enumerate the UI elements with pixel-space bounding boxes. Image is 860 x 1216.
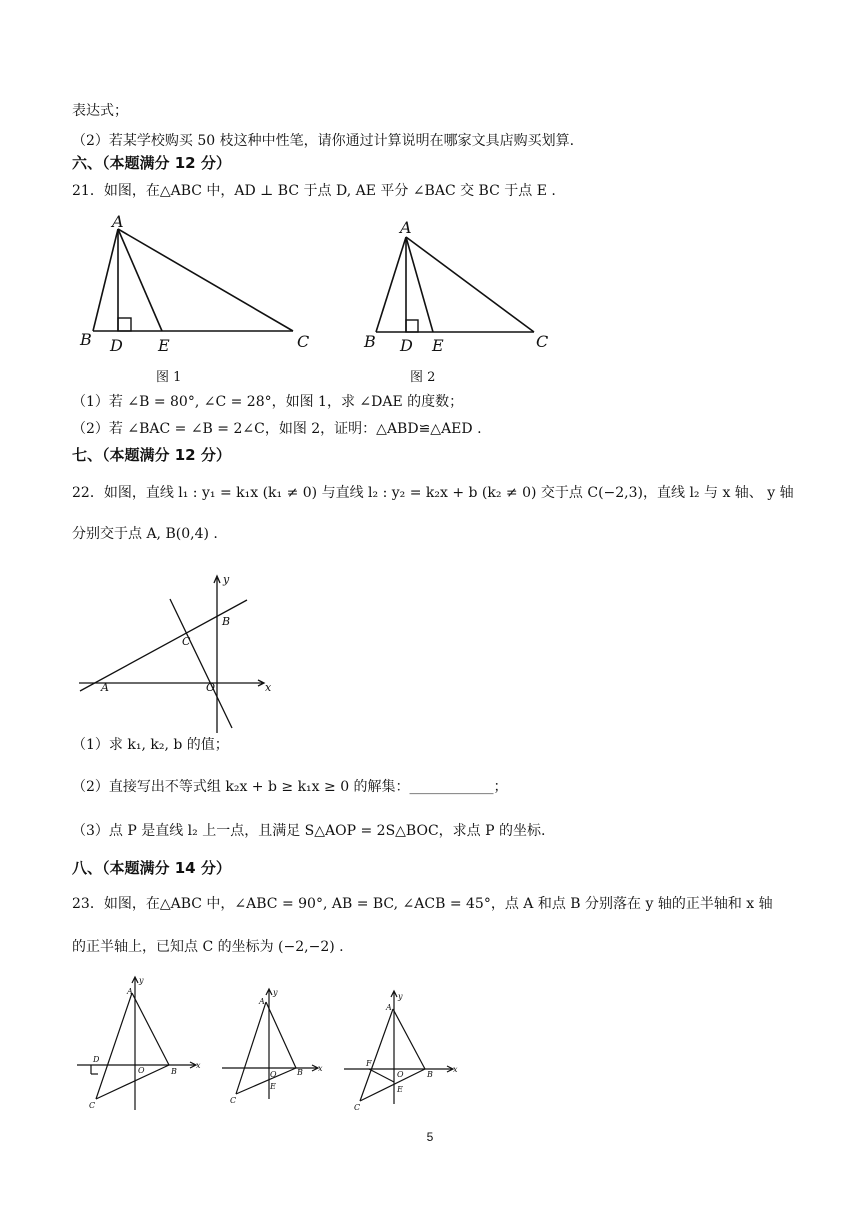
label-C: C bbox=[230, 1096, 237, 1105]
label-O: O bbox=[270, 1070, 277, 1079]
question-22-part-1: （1）求 k₁, k₂, b 的值； bbox=[72, 737, 229, 753]
figure-caption-1: 图 1 bbox=[156, 370, 182, 385]
question-22-part-2: （2）直接写出不等式组 k₂x + b ≥ k₁x ≥ 0 的解集：____________； bbox=[72, 779, 508, 795]
label-B: B bbox=[427, 1070, 433, 1079]
label-C: C bbox=[297, 332, 310, 351]
page-number: 5 bbox=[426, 1130, 434, 1144]
label-A: A bbox=[386, 1003, 392, 1012]
label-O: O bbox=[138, 1066, 145, 1075]
label-F: F bbox=[366, 1059, 372, 1068]
label-A: A bbox=[112, 212, 124, 231]
label-x: x bbox=[265, 681, 272, 694]
question-22-part-3: （3）点 P 是直线 l₂ 上一点，且满足 S△AOP = 2S△BOC，求点 P 的坐标. bbox=[72, 823, 546, 839]
label-A: A bbox=[259, 997, 265, 1006]
figure-22 bbox=[75, 573, 295, 733]
label-D: D bbox=[93, 1055, 100, 1064]
label-E: E bbox=[158, 336, 170, 355]
question-22-cont: 分别交于点 A, B(0,4) . bbox=[72, 526, 218, 542]
label-O: O bbox=[206, 681, 216, 694]
section-heading-6: 六、（本题满分 12 分） bbox=[72, 154, 231, 172]
label-C: C bbox=[536, 332, 549, 351]
label-B: B bbox=[171, 1067, 177, 1076]
question-21-part-2: （2）若 ∠BAC = ∠B = 2∠C，如图 2，证明：△ABD≌△AED . bbox=[72, 421, 482, 437]
label-E: E bbox=[432, 336, 444, 355]
question-20-part-2: （2）若某学校购买 50 枝这种中性笔，请你通过计算说明在哪家文具店购买划算. bbox=[72, 133, 575, 149]
label-C: C bbox=[354, 1103, 361, 1112]
label-E: E bbox=[397, 1085, 403, 1094]
label-C: C bbox=[89, 1101, 96, 1110]
label-y: y bbox=[273, 988, 278, 997]
label-C: C bbox=[182, 635, 191, 648]
question-23: 23．如图，在△ABC 中，∠ABC = 90°, AB = BC, ∠ACB = 45°，点 A 和点 B 分别落在 y 轴的正半轴和 x 轴 bbox=[72, 896, 773, 912]
section-heading-8: 八、（本题满分 14 分） bbox=[72, 859, 231, 877]
section-heading-7: 七、（本题满分 12 分） bbox=[72, 446, 231, 464]
label-y: y bbox=[398, 992, 403, 1001]
text-line: 表达式； bbox=[72, 103, 128, 119]
label-E: E bbox=[270, 1082, 276, 1091]
question-21-part-1: （1）若 ∠B = 80°, ∠C = 28°，如图 1，求 ∠DAE 的度数； bbox=[72, 394, 464, 410]
label-y: y bbox=[139, 976, 144, 985]
label-D: D bbox=[400, 336, 413, 355]
label-A: A bbox=[400, 218, 412, 237]
figure-caption-2: 图 2 bbox=[410, 370, 436, 385]
label-O: O bbox=[397, 1070, 404, 1079]
question-21: 21．如图，在△ABC 中，AD ⊥ BC 于点 D, AE 平分 ∠BAC 交 BC 于点 E . bbox=[72, 183, 556, 199]
label-B: B bbox=[297, 1068, 303, 1077]
label-x: x bbox=[318, 1064, 323, 1073]
label-B: B bbox=[222, 615, 231, 628]
label-y: y bbox=[223, 573, 230, 586]
figure-23-3 bbox=[342, 990, 462, 1110]
figure-21-2 bbox=[362, 215, 562, 355]
figure-21-1 bbox=[78, 212, 318, 355]
question-23-cont: 的正半轴上，已知点 C 的坐标为 (−2,−2) . bbox=[72, 939, 344, 955]
label-B: B bbox=[80, 330, 92, 349]
label-x: x bbox=[196, 1061, 201, 1070]
label-D: D bbox=[110, 336, 123, 355]
figure-23-2 bbox=[222, 985, 332, 1105]
question-22: 22．如图，直线 l₁ : y₁ = k₁x (k₁ ≠ 0) 与直线 l₂ : y₂ = k₂x + b (k₂ ≠ 0) 交于点 C(−2,3)，直线 l₂ 与 x 轴、 y 轴 bbox=[72, 485, 794, 501]
label-A: A bbox=[101, 681, 109, 694]
label-x: x bbox=[453, 1065, 458, 1074]
label-A: A bbox=[127, 987, 133, 996]
figure-23-1 bbox=[75, 975, 205, 1110]
label-B: B bbox=[364, 332, 376, 351]
